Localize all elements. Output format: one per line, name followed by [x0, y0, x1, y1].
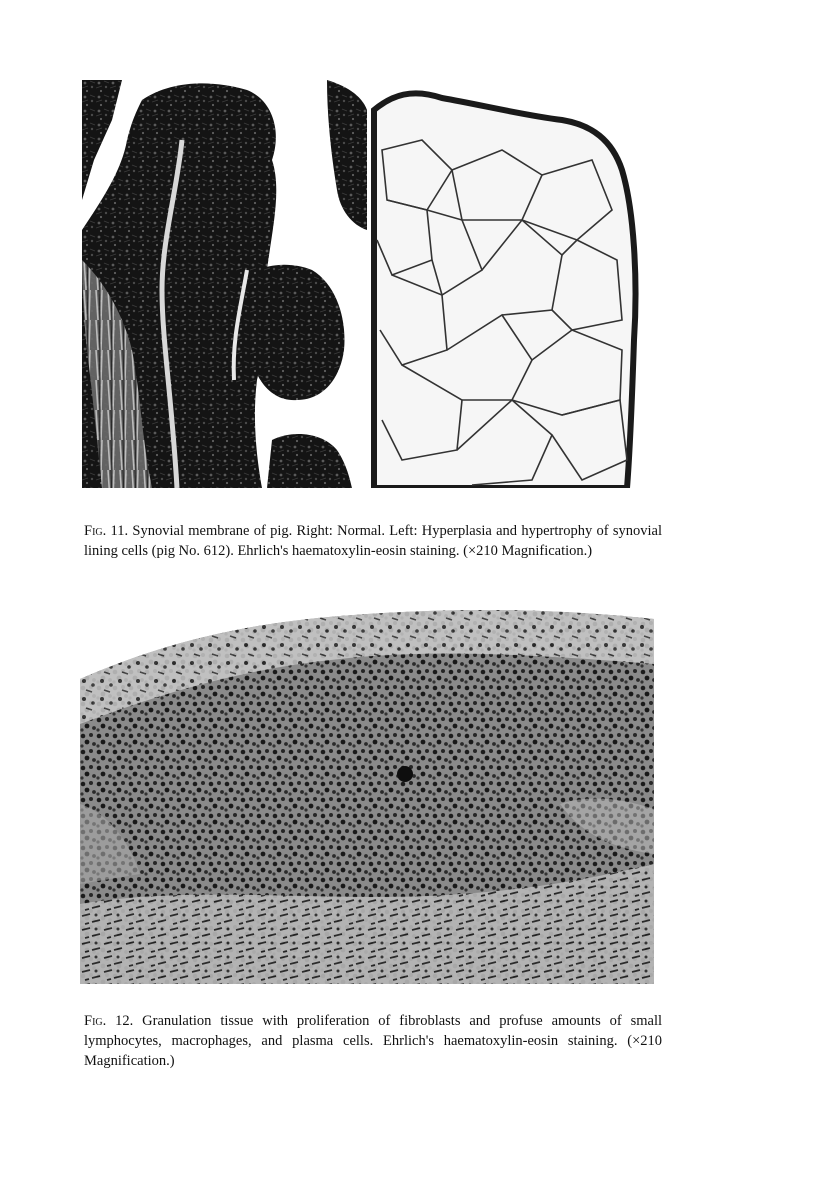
figure-11-caption: [84, 521, 662, 561]
figure-11-right-panel: [370, 80, 647, 488]
figure-11-caption-text: Synovial membrane of pig. Right: Normal. Left: Hyperplasia and hypertrophy of synovial lining cells (pig No. 612). Ehrlich's haematoxylin-eosin staining. (×210 Magnification.): [84, 522, 663, 559]
figure-12-caption: [84, 1011, 662, 1071]
figure-11-number: Fig. 11.: [84, 522, 129, 539]
figure-12-number: Fig. 12.: [84, 1012, 134, 1029]
figure-11-left-panel: [82, 80, 367, 488]
figure-12-micrograph: [80, 604, 654, 984]
figure-11-micrograph: [82, 80, 647, 488]
figure-12-caption-text: Granulation tissue with proliferation of fibroblasts and profuse amounts of small lymphocytes, macrophages, and plasma cells. Ehrlich's haematoxylin-eosin staining. (×210 Magnification.): [84, 1012, 662, 1069]
